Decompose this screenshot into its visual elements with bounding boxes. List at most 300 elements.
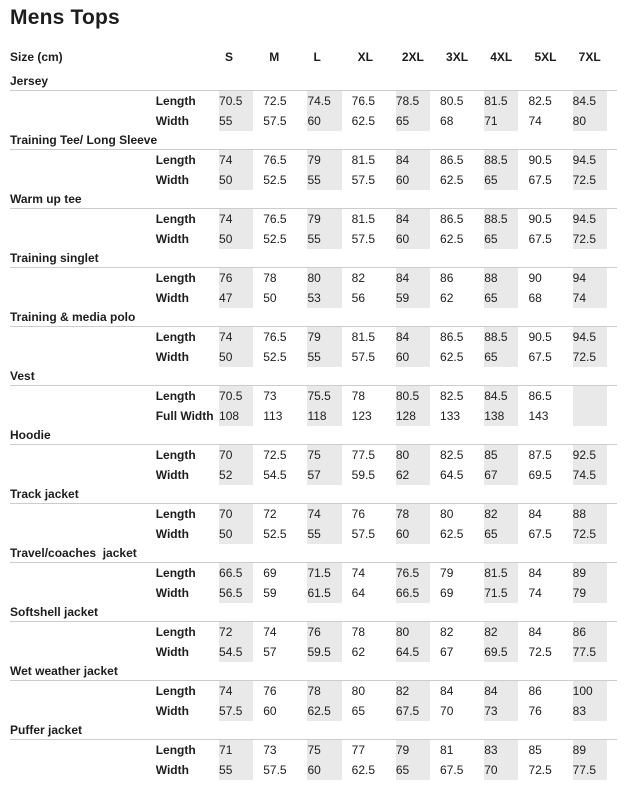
size-value-cell: 82.5: [440, 389, 464, 403]
measurement-row: [10, 406, 617, 426]
size-value-cell: 66.5: [219, 563, 263, 583]
size-value-cell: 67.5: [528, 350, 552, 364]
category-name: Training singlet: [10, 249, 617, 268]
size-value-cell: 78: [396, 504, 440, 524]
category-name: Vest: [10, 367, 617, 386]
size-value-cell: 84: [440, 684, 454, 698]
size-unit-label: Size (cm): [10, 50, 63, 64]
row-spacer: [10, 642, 156, 662]
row-spacer: [10, 681, 156, 701]
size-value-cell: 67.5: [440, 763, 464, 777]
category-name: Puffer jacket: [10, 721, 617, 740]
size-value-cell: 84.5: [484, 386, 528, 406]
size-value-cell: 79: [307, 209, 351, 229]
size-value-cell: 81.5: [484, 91, 528, 111]
row-spacer: [10, 465, 156, 485]
size-value-cell: 84: [396, 209, 440, 229]
size-value-cell: 88.5: [484, 209, 528, 229]
size-value-cell: 82.5: [440, 448, 464, 462]
size-value-cell: 78.5: [396, 91, 440, 111]
size-value-cell: 60: [396, 524, 440, 544]
size-value-cell: 71: [219, 740, 263, 760]
size-value-cell: 65: [484, 524, 528, 544]
size-value-cell: 55: [307, 229, 351, 249]
measurement-label: Length: [155, 271, 196, 285]
measurement-row: [10, 465, 617, 485]
size-value-cell: 70: [219, 445, 263, 465]
size-value-cell: 86.5: [528, 389, 552, 403]
row-spacer: [10, 504, 156, 524]
measurement-row: [10, 504, 617, 524]
size-value-cell: 80: [396, 622, 440, 642]
size-value-cell: 70: [219, 504, 263, 524]
size-value-cell: 55: [307, 347, 351, 367]
measurement-label: Width: [155, 586, 189, 600]
size-value-cell: 69.5: [484, 642, 528, 662]
size-value-cell: 86.5: [440, 330, 464, 344]
size-value-cell: 60: [396, 170, 440, 190]
size-value-cell: 65: [396, 111, 440, 131]
size-value-cell: 66.5: [396, 583, 440, 603]
size-value-cell: 88: [573, 504, 617, 524]
size-value-cell: 88.5: [484, 150, 528, 170]
measurement-row: [10, 347, 617, 367]
size-value-cell: 65: [484, 229, 528, 249]
size-value-cell: 65: [396, 760, 440, 780]
size-value-cell: 80: [573, 111, 617, 131]
size-value-cell: 81.5: [484, 563, 528, 583]
size-value-cell: 76: [263, 684, 277, 698]
size-value-cell: 94.5: [573, 209, 617, 229]
measurement-row: [10, 583, 617, 603]
category-name: Wet weather jacket: [10, 662, 617, 681]
size-value-cell: 50: [219, 229, 263, 249]
page-title: Mens Tops: [10, 6, 120, 29]
measurement-label: Width: [155, 527, 189, 541]
size-value-cell: 71.5: [307, 563, 351, 583]
row-spacer: [10, 524, 156, 544]
size-value-cell: 72.5: [573, 170, 617, 190]
size-value-cell: 62.5: [440, 527, 464, 541]
size-value-cell: 73: [263, 743, 277, 757]
measurement-label: Width: [155, 114, 189, 128]
size-value-cell: 77: [351, 743, 365, 757]
size-value-cell: 90.5: [528, 330, 552, 344]
measurement-label: Width: [155, 232, 189, 246]
size-value-cell: 77.5: [573, 642, 617, 662]
size-value-cell: 57.5: [351, 232, 375, 246]
measurement-row: [10, 91, 617, 111]
size-value-cell: 57: [307, 465, 351, 485]
size-value-cell: 62.5: [440, 350, 464, 364]
size-value-cell: 60: [307, 760, 351, 780]
size-value-cell: 64.5: [440, 468, 464, 482]
measurement-label: Width: [155, 645, 189, 659]
row-spacer: [10, 583, 156, 603]
size-value-cell: 72.5: [573, 229, 617, 249]
size-value-cell: 76.5: [263, 212, 287, 226]
row-spacer: [10, 150, 156, 170]
size-value-cell: 80.5: [440, 94, 464, 108]
size-value-cell: 68: [440, 114, 454, 128]
size-value-cell: 74: [573, 288, 617, 308]
size-value-cell: 74: [351, 566, 365, 580]
header-spacer: [156, 42, 219, 72]
category-row: [10, 426, 617, 445]
measurement-label: Length: [155, 448, 196, 462]
size-value-cell: 60: [307, 111, 351, 131]
size-value-cell: 90: [528, 271, 542, 285]
size-column-header: 7XL: [578, 50, 601, 64]
size-value-cell: 84: [396, 327, 440, 347]
size-value-cell: 72.5: [573, 347, 617, 367]
row-spacer: [10, 406, 156, 426]
size-value-cell: 80.5: [396, 386, 440, 406]
size-value-cell: 71.5: [484, 583, 528, 603]
size-value-cell: 83: [484, 740, 528, 760]
row-spacer: [10, 760, 156, 780]
size-value-cell: 72: [219, 622, 263, 642]
measurement-label: Length: [155, 389, 196, 403]
size-value-cell: 118: [307, 406, 351, 426]
size-value-cell: 128: [396, 406, 440, 426]
size-value-cell: 75: [307, 445, 351, 465]
category-row: [10, 485, 617, 504]
size-value-cell: 64: [351, 586, 365, 600]
measurement-row: [10, 701, 617, 721]
size-value-cell: 81: [440, 743, 454, 757]
measurement-row: [10, 445, 617, 465]
size-value-cell: 82: [440, 625, 454, 639]
size-table: [10, 42, 617, 780]
size-value-cell: 50: [263, 291, 277, 305]
size-value-cell: 73: [484, 701, 528, 721]
measurement-label: Full Width: [155, 409, 214, 423]
size-value-cell: 57.5: [351, 527, 375, 541]
size-value-cell: 57.5: [219, 701, 263, 721]
size-column-header: XL: [357, 50, 373, 64]
row-spacer: [10, 701, 156, 721]
size-value-cell: 55: [307, 524, 351, 544]
measurement-row: [10, 268, 617, 288]
measurement-label: Length: [155, 625, 196, 639]
size-table-body: [10, 72, 617, 780]
size-value-cell: 86: [573, 622, 617, 642]
measurement-label: Width: [155, 763, 189, 777]
size-column-header: S: [225, 50, 234, 64]
size-value-cell: 72: [263, 507, 277, 521]
size-value-cell: 62: [440, 291, 454, 305]
size-value-cell: 65: [484, 170, 528, 190]
row-spacer: [10, 347, 156, 367]
category-name: Hoodie: [10, 426, 617, 445]
size-value-cell: 143: [528, 409, 549, 423]
size-value-cell: 75: [307, 740, 351, 760]
size-value-cell: 100: [573, 681, 617, 701]
row-spacer: [10, 327, 156, 347]
row-spacer: [10, 209, 156, 229]
size-value-cell: 74.5: [573, 465, 617, 485]
size-value-cell: 123: [351, 409, 372, 423]
measurement-row: [10, 760, 617, 780]
category-row: [10, 603, 617, 622]
row-spacer: [10, 740, 156, 760]
size-value-cell: 62.5: [440, 173, 464, 187]
measurement-label: Length: [155, 684, 196, 698]
size-value-cell: 50: [219, 170, 263, 190]
size-value-cell: 76: [351, 507, 365, 521]
size-value-cell: 78: [351, 625, 365, 639]
size-value-cell: 65: [484, 347, 528, 367]
size-value-cell: 76.5: [263, 330, 287, 344]
size-value-cell: 62.5: [440, 232, 464, 246]
size-value-cell: 80: [307, 268, 351, 288]
size-value-cell: 90.5: [528, 212, 552, 226]
measurement-label: Width: [155, 350, 189, 364]
size-value-cell: 71: [484, 111, 528, 131]
size-value-cell: 70.5: [219, 91, 263, 111]
size-value-cell: 82: [351, 271, 365, 285]
size-value-cell: 74: [263, 625, 277, 639]
size-value-cell: 60: [263, 704, 277, 718]
size-value-cell: 88: [484, 268, 528, 288]
size-value-cell: 138: [484, 406, 528, 426]
size-column-header: 2XL: [401, 50, 424, 64]
size-value-cell: 72.5: [263, 448, 287, 462]
size-value-cell: 79: [307, 327, 351, 347]
size-value-cell: 59.5: [351, 468, 375, 482]
size-value-cell: 74: [219, 209, 263, 229]
size-value-cell: 89: [573, 563, 617, 583]
row-spacer: [10, 622, 156, 642]
size-value-cell: 75.5: [307, 386, 351, 406]
row-spacer: [10, 445, 156, 465]
measurement-row: [10, 111, 617, 131]
size-value-cell: 62.5: [351, 763, 375, 777]
category-row: [10, 190, 617, 209]
size-value-cell: 76: [307, 622, 351, 642]
size-value-cell: 76: [219, 268, 263, 288]
measurement-row: [10, 150, 617, 170]
size-value-cell: 64.5: [396, 642, 440, 662]
size-value-cell: 76.5: [263, 153, 287, 167]
size-value-cell: 113: [263, 409, 283, 423]
measurement-row: [10, 386, 617, 406]
size-value-cell: 87.5: [528, 448, 552, 462]
size-value-cell: 84: [528, 507, 542, 521]
measurement-label: Length: [155, 153, 196, 167]
size-value-cell: 74: [219, 150, 263, 170]
measurement-label: Width: [155, 291, 189, 305]
size-value-cell: 84: [396, 268, 440, 288]
size-value-cell: 82: [396, 681, 440, 701]
category-row: [10, 367, 617, 386]
size-value-cell: 65: [484, 288, 528, 308]
row-spacer: [10, 111, 156, 131]
size-value-cell: 52.5: [263, 173, 287, 187]
category-name: Jersey: [10, 72, 617, 91]
measurement-label: Length: [155, 212, 196, 226]
size-value-cell: 52.5: [263, 350, 287, 364]
size-value-cell: 82: [484, 504, 528, 524]
size-value-cell: 82: [484, 622, 528, 642]
size-value-cell: 65: [351, 704, 365, 718]
size-value-cell: 90.5: [528, 153, 552, 167]
measurement-label: Width: [155, 468, 189, 482]
size-value-cell: 67.5: [528, 173, 552, 187]
size-value-cell: 86.5: [440, 212, 464, 226]
size-value-cell: 72.5: [263, 94, 287, 108]
size-value-cell: 81.5: [351, 330, 375, 344]
size-value-cell: 72.5: [528, 645, 552, 659]
category-row: [10, 131, 617, 150]
category-name: Travel/coaches jacket: [10, 544, 617, 563]
size-value-cell: 62.5: [351, 114, 375, 128]
category-name: Softshell jacket: [10, 603, 617, 622]
size-value-cell: 94.5: [573, 327, 617, 347]
row-spacer: [10, 563, 156, 583]
measurement-row: [10, 209, 617, 229]
size-value-cell: 78: [307, 681, 351, 701]
measurement-label: Width: [155, 173, 189, 187]
size-value-cell: 84.5: [573, 91, 617, 111]
category-row: [10, 249, 617, 268]
size-value-cell: [573, 406, 617, 426]
size-value-cell: 67.5: [528, 232, 552, 246]
size-value-cell: 86: [440, 271, 454, 285]
measurement-row: [10, 288, 617, 308]
size-value-cell: 52.5: [263, 527, 287, 541]
row-spacer: [10, 91, 156, 111]
size-value-cell: 86: [528, 684, 542, 698]
measurement-label: Length: [155, 743, 196, 757]
measurement-label: Length: [155, 94, 196, 108]
size-value-cell: 81.5: [351, 153, 375, 167]
size-value-cell: 55: [307, 170, 351, 190]
size-value-cell: 59.5: [307, 642, 351, 662]
size-value-cell: 73: [263, 389, 277, 403]
size-value-cell: 53: [307, 288, 351, 308]
size-value-cell: 57.5: [263, 763, 287, 777]
size-value-cell: 54.5: [219, 642, 263, 662]
measurement-row: [10, 622, 617, 642]
size-value-cell: 80: [396, 445, 440, 465]
size-value-cell: 94.5: [573, 150, 617, 170]
measurement-label: Length: [155, 507, 196, 521]
size-value-cell: 79: [573, 583, 617, 603]
size-value-cell: 55: [219, 111, 263, 131]
category-row: [10, 72, 617, 91]
category-name: Warm up tee: [10, 190, 617, 209]
size-value-cell: 57: [263, 645, 277, 659]
size-value-cell: 86.5: [440, 153, 464, 167]
size-value-cell: 47: [219, 288, 263, 308]
size-value-cell: 80: [440, 507, 454, 521]
size-value-cell: 79: [307, 150, 351, 170]
measurement-row: [10, 563, 617, 583]
size-value-cell: 62: [351, 645, 365, 659]
size-value-cell: 84: [396, 150, 440, 170]
size-column-header: 3XL: [446, 50, 469, 64]
measurement-label: Width: [155, 704, 189, 718]
size-value-cell: 69: [263, 566, 277, 580]
size-value-cell: 67: [440, 645, 454, 659]
size-value-cell: 77.5: [351, 448, 375, 462]
size-value-cell: 52: [219, 465, 263, 485]
size-value-cell: 74: [219, 681, 263, 701]
size-value-cell: 62: [396, 465, 440, 485]
size-value-cell: 74.5: [307, 91, 351, 111]
category-row: [10, 662, 617, 681]
size-column-header: L: [313, 50, 321, 64]
size-value-cell: [573, 386, 617, 406]
measurement-row: [10, 229, 617, 249]
size-value-cell: 67.5: [528, 527, 552, 541]
category-row: [10, 721, 617, 740]
size-value-cell: 79: [396, 740, 440, 760]
size-value-cell: 80: [351, 684, 365, 698]
category-row: [10, 308, 617, 327]
size-value-cell: 78: [351, 389, 365, 403]
size-value-cell: 69: [440, 586, 454, 600]
size-value-cell: 92.5: [573, 445, 617, 465]
size-value-cell: 67.5: [396, 701, 440, 721]
measurement-label: Length: [155, 330, 196, 344]
measurement-row: [10, 524, 617, 544]
size-value-cell: 79: [440, 566, 454, 580]
size-value-cell: 72.5: [573, 524, 617, 544]
size-value-cell: 84: [528, 566, 542, 580]
size-value-cell: 85: [528, 743, 542, 757]
size-value-cell: 85: [484, 445, 528, 465]
size-value-cell: 56.5: [219, 583, 263, 603]
size-value-cell: 57.5: [263, 114, 287, 128]
size-column-header: 4XL: [490, 50, 513, 64]
size-value-cell: 70.5: [219, 386, 263, 406]
category-name: Training & media polo: [10, 308, 617, 327]
size-value-cell: 72.5: [528, 763, 552, 777]
size-value-cell: 78: [263, 271, 277, 285]
size-value-cell: 60: [396, 347, 440, 367]
size-value-cell: 50: [219, 347, 263, 367]
size-value-cell: 55: [219, 760, 263, 780]
size-value-cell: 61.5: [307, 583, 351, 603]
size-value-cell: 74: [528, 114, 542, 128]
size-value-cell: 57.5: [351, 350, 375, 364]
row-spacer: [10, 170, 156, 190]
size-value-cell: 133: [440, 409, 461, 423]
measurement-row: [10, 642, 617, 662]
size-value-cell: 59: [396, 288, 440, 308]
row-spacer: [10, 229, 156, 249]
size-value-cell: 62.5: [307, 701, 351, 721]
measurement-row: [10, 740, 617, 760]
size-value-cell: 94: [573, 268, 617, 288]
size-value-cell: 84: [528, 625, 542, 639]
measurement-label: Length: [155, 566, 196, 580]
measurement-row: [10, 170, 617, 190]
size-value-cell: 57.5: [351, 173, 375, 187]
size-value-cell: 69.5: [528, 468, 552, 482]
category-name: Track jacket: [10, 485, 617, 504]
size-value-cell: 89: [573, 740, 617, 760]
size-header-row: [10, 42, 617, 72]
size-value-cell: 56: [351, 291, 365, 305]
measurement-row: [10, 681, 617, 701]
size-value-cell: 76.5: [351, 94, 375, 108]
size-value-cell: 67: [484, 465, 528, 485]
size-table-head: [10, 42, 617, 72]
